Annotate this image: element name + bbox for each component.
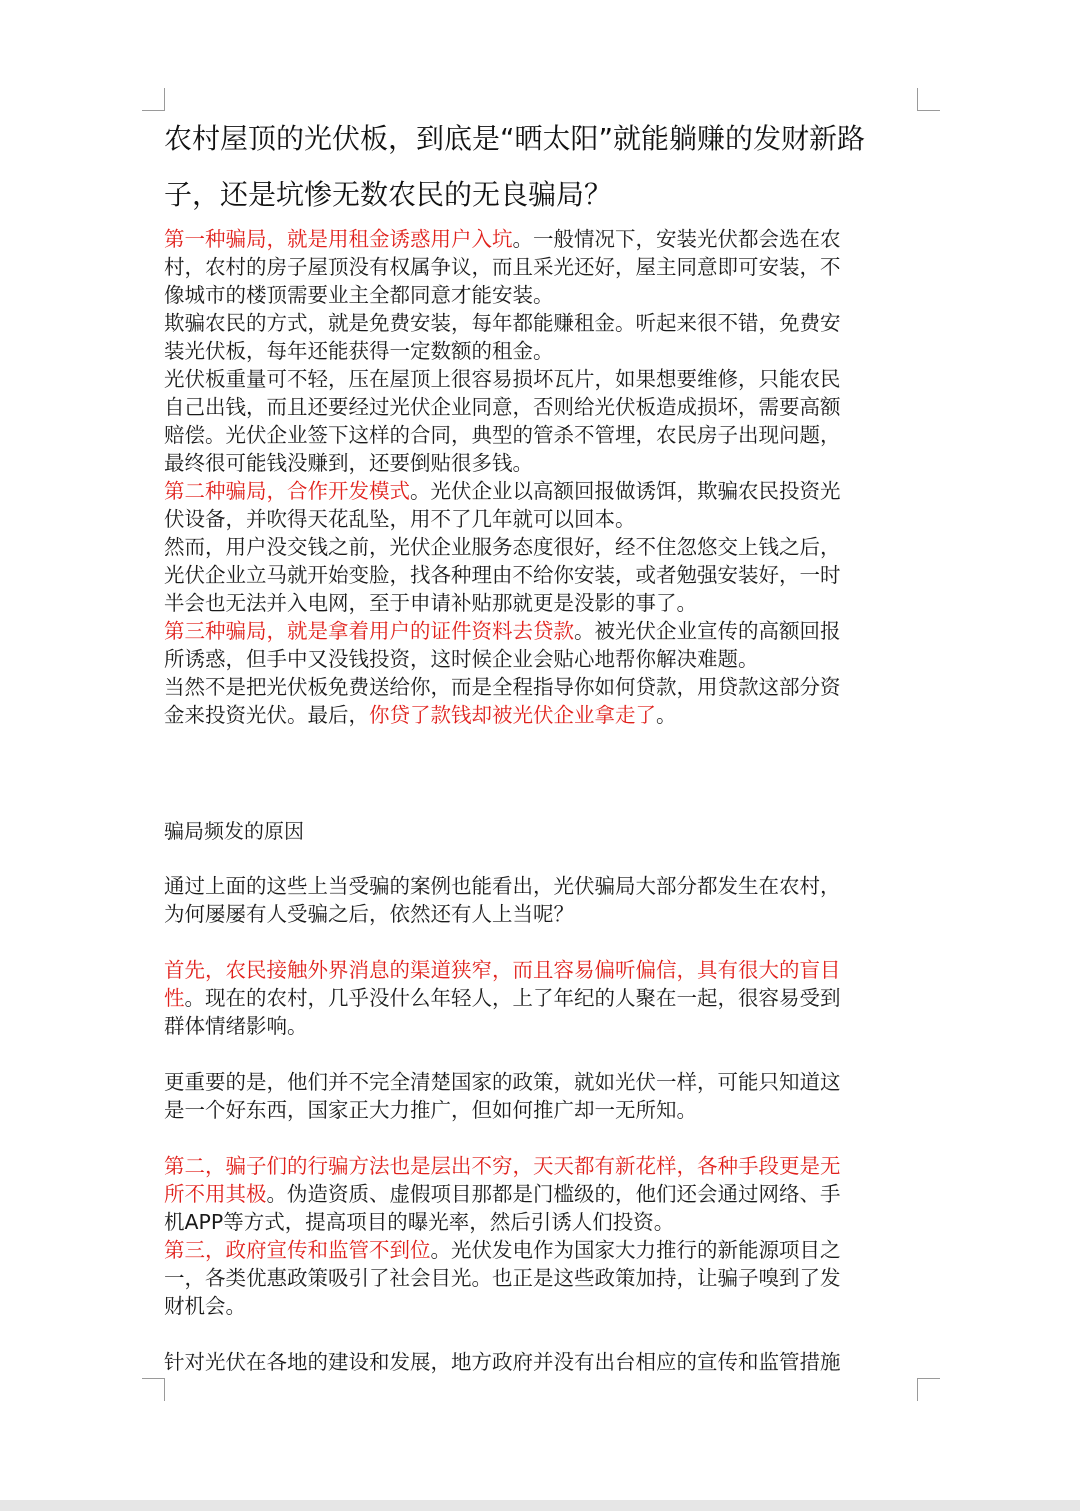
scam-1-section [164, 225, 916, 729]
document-title-line-2: 子，还是坑惨无数农民的无良骗局？ [164, 178, 613, 211]
reason-last [164, 1348, 916, 1376]
paragraph-line [164, 1236, 916, 1264]
paragraph-line [164, 225, 916, 253]
paragraph-line: 赔偿。光伏企业签下这样的合同，典型的管杀不管埋，农民房子出现问题， [164, 423, 841, 447]
scam-1-heading: 第一种骗局，就是用租金诱惑用户入坑 [164, 227, 513, 251]
paragraph-line: 半会也无法并入电网，至于申请补贴那就更是没影的事了。 [164, 591, 697, 615]
paragraph-line: 更重要的是，他们并不完全清楚国家的政策，就如光伏一样，可能只知道这 [164, 1070, 841, 1094]
scam-2-heading: 第二种骗局，合作开发模式 [164, 479, 410, 503]
document-title-line-1: 农村屋顶的光伏板，到底是“晒太阳”就能躺赚的发财新路 [164, 122, 866, 155]
paragraph-line: 光伏板重量可不轻，压在屋顶上很容易损坏瓦片，如果想要维修，只能农民 [164, 367, 841, 391]
crop-mark-bottom-left [142, 1378, 165, 1401]
paragraph-line: 针对光伏在各地的建设和发展，地方政府并没有出台相应的宣传和监管措施 [164, 1350, 841, 1374]
paragraph-line: 通过上面的这些上当受骗的案例也能看出，光伏骗局大部分都发生在农村， [164, 874, 841, 898]
paragraph-line [164, 984, 916, 1012]
paragraph-line [164, 617, 916, 645]
text-run: 。被光伏企业宣传的高额回报 [574, 619, 841, 643]
reason-second [164, 1152, 916, 1320]
crop-mark-top-left [142, 88, 165, 111]
text-run: 。光伏企业以高额回报做诱饵，欺骗农民投资光 [410, 479, 841, 503]
text-run: 。现在的农村，几乎没什么年轻人，上了年纪的人聚在一起，很容易受到 [184, 986, 841, 1010]
paragraph-line: 光伏企业立马就开始变脸，找各种理由不给你安装，或者勉强安装好，一时 [164, 563, 841, 587]
reason-more [164, 1068, 916, 1124]
paragraph-line: 群体情绪影响。 [164, 1014, 308, 1038]
paragraph-line: 自己出钱，而且还要经过光伏企业同意，否则给光伏板造成损坏，需要高额 [164, 395, 841, 419]
text-run: 金来投资光伏。最后， [164, 703, 369, 727]
paragraph-line: 然而，用户没交钱之前，光伏企业服务态度很好，经不住忽悠交上钱之后， [164, 535, 841, 559]
paragraph-line: 一，各类优惠政策吸引了社会目光。也正是这些政策加持，让骗子嗅到了发 [164, 1266, 841, 1290]
highlight-text: 你贷了款钱却被光伏企业拿走了 [369, 703, 656, 727]
paragraph-line: 装光伏板，每年还能获得一定数额的租金。 [164, 339, 554, 363]
paragraph-line: 最终很可能钱没赚到，还要倒贴很多钱。 [164, 451, 533, 475]
reason-first [164, 956, 916, 1040]
paragraph-line: 第二，骗子们的行骗方法也是层出不穷，天天都有新花样，各种手段更是无 [164, 1154, 841, 1178]
paragraph-line [164, 477, 916, 505]
text-run: 。一般情况下，安装光伏都会选在农 [512, 227, 841, 251]
page-bottom-strip [0, 1500, 1080, 1511]
paragraph-line [164, 1180, 916, 1208]
paragraph-line: 当然不是把光伏板免费送给你，而是全程指导你如何贷款，用贷款这部分资 [164, 675, 841, 699]
paragraph-line: 伏设备，并吹得天花乱坠，用不了几年就可以回本。 [164, 507, 636, 531]
highlight-text: 所不用其极 [164, 1182, 267, 1206]
section-heading: 骗局频发的原因 [164, 819, 304, 843]
paragraph-line: 机APP等方式，提高项目的曝光率，然后引诱人们投资。 [164, 1210, 675, 1234]
crop-mark-top-right [917, 88, 940, 111]
text-run: 。伪造资质、虚假项目那都是门槛级的，他们还会通过网络、手 [266, 1182, 841, 1206]
paragraph-line: 像城市的楼顶需要业主全都同意才能安装。 [164, 283, 554, 307]
paragraph-line: 首先，农民接触外界消息的渠道狭窄，而且容易偏听偏信，具有很大的盲目 [164, 958, 841, 982]
paragraph-line: 是一个好东西，国家正大力推广，但如何推广却一无所知。 [164, 1098, 697, 1122]
paragraph-line: 为何屡屡有人受骗之后，依然还有人上当呢？ [164, 902, 574, 926]
paragraph-line [164, 701, 916, 729]
reasons-intro [164, 872, 916, 928]
crop-mark-bottom-right [917, 1378, 940, 1401]
highlight-text: 性 [164, 986, 185, 1010]
paragraph-line: 欺骗农民的方式，就是免费安装，每年都能赚租金。听起来很不错，免费安 [164, 311, 841, 335]
text-run: 。光伏发电作为国家大力推行的新能源项目之 [430, 1238, 841, 1262]
paragraph-line: 所诱惑，但手中又没钱投资，这时候企业会贴心地帮你解决难题。 [164, 647, 759, 671]
scam-3-heading: 第三种骗局，就是拿着用户的证件资料去贷款 [164, 619, 574, 643]
paragraph-line: 村，农村的房子屋顶没有权属争议，而且采光还好，屋主同意即可安装，不 [164, 255, 841, 279]
text-run: 。 [656, 703, 677, 727]
highlight-text: 第三，政府宣传和监管不到位 [164, 1238, 431, 1262]
paragraph-line: 财机会。 [164, 1294, 246, 1318]
